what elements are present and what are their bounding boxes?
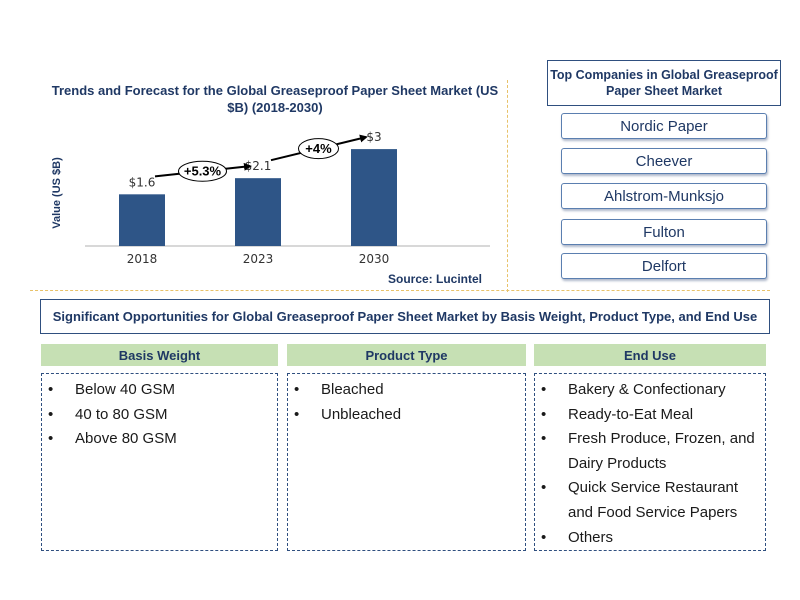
basis-weight-list (41, 373, 278, 551)
list-item: • Ready-to-Eat Meal (539, 403, 757, 428)
y-axis-label: Value (US $B) (51, 157, 63, 229)
list-item: • Bleached (292, 378, 517, 403)
list-item: • Above 80 GSM (46, 427, 269, 452)
company-box: Ahlstrom-Munksjo (561, 183, 767, 209)
company-box: Nordic Paper (561, 113, 767, 139)
basis-weight-header: Basis Weight (41, 344, 278, 366)
top-companies-title: Top Companies in Global Greaseproof Paper Sheet Market (547, 60, 781, 106)
end-use-header: End Use (534, 344, 766, 366)
chart-title: Trends and Forecast for the Global Greaseproof Paper Sheet Market (US $B) (2018-2030) (51, 83, 499, 115)
bar-chart (0, 0, 510, 290)
horizontal-divider (30, 290, 770, 291)
company-box: Fulton (561, 219, 767, 245)
list-item: • Others (539, 526, 757, 551)
bar-2030 (351, 149, 397, 246)
product-type-list (287, 373, 526, 551)
company-box: Delfort (561, 253, 767, 279)
bar-2018 (119, 194, 165, 246)
list-item: • Fresh Produce, Frozen, and Dairy Products (539, 427, 757, 476)
list-item: • 40 to 80 GSM (46, 403, 269, 428)
end-use-list (534, 373, 766, 551)
list-item: • Quick Service Restaurant and Food Service Papers (539, 476, 757, 525)
value-label-2030: $3 (366, 130, 382, 145)
company-box: Cheever (561, 148, 767, 174)
list-item: • Below 40 GSM (46, 378, 269, 403)
value-label-2023: $2.1 (244, 159, 272, 174)
x-tick-label-2030: 2030 (358, 252, 390, 266)
opportunities-title: Significant Opportunities for Global Greaseproof Paper Sheet Market by Basis Weight, Product Type, and End Use (40, 299, 770, 334)
list-item: • Bakery & Confectionary (539, 378, 757, 403)
bar-2023 (235, 178, 281, 246)
product-type-header: Product Type (287, 344, 526, 366)
x-tick-label-2018: 2018 (126, 252, 158, 266)
x-tick-label-2023: 2023 (242, 252, 274, 266)
list-item: • Unbleached (292, 403, 517, 428)
vertical-divider (507, 80, 508, 292)
growth-label: +5.3% (183, 163, 222, 179)
growth-label: +4% (305, 141, 332, 157)
value-label-2018: $1.6 (128, 175, 156, 190)
source-note: Source: Lucintel (388, 272, 483, 286)
